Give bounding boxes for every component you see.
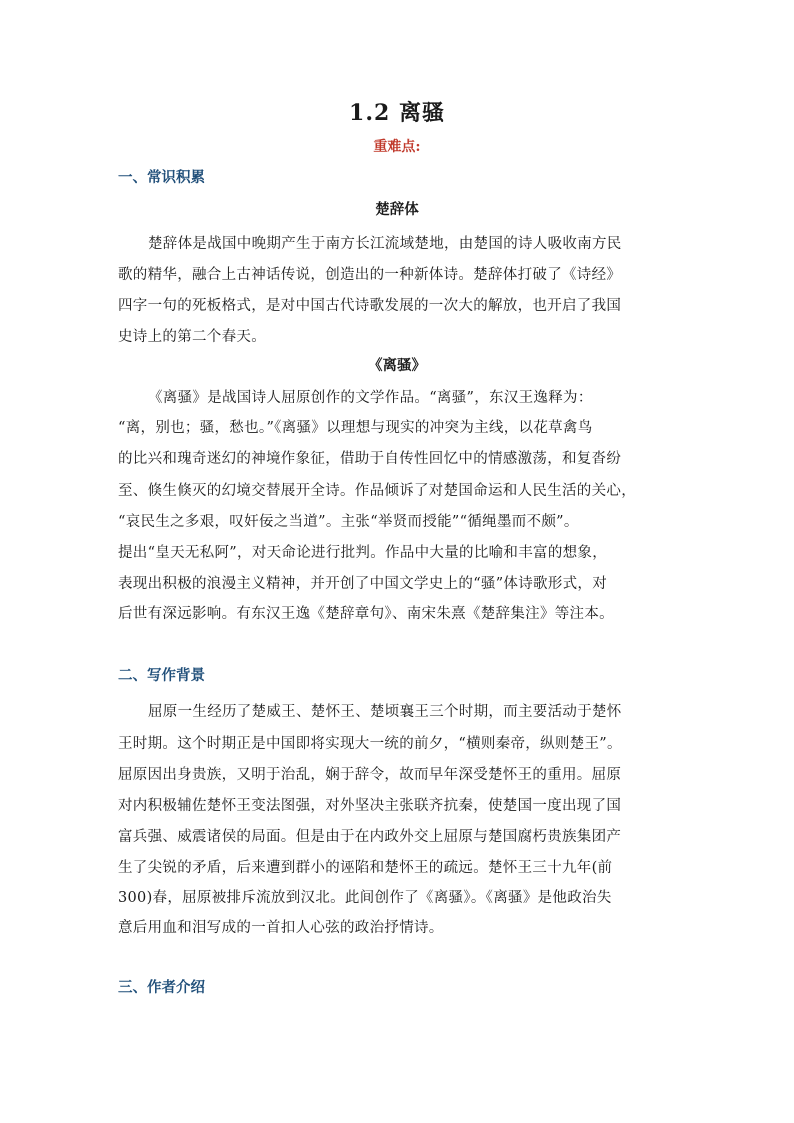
section-heading-1: 一、常识积累 <box>118 169 205 186</box>
paragraph-line: 史诗上的第二个春天。 <box>118 329 266 345</box>
paragraph-line: 至、倏生倏灭的幻境交替展开全诗。作品倾诉了对楚国命运和人民生活的关心， <box>118 483 636 499</box>
subheading-chuci: 楚辞体 <box>375 201 419 218</box>
focus-label: 重难点: <box>373 139 421 155</box>
paragraph-line: “哀民生之多艰，叹奸佞之当道”。主张“举贤而授能”“循绳墨而不颇”。 <box>118 514 579 530</box>
paragraph-line: 300)春，屈原被排斥流放到汉北。此间创作了《离骚》。《离骚》是他政治失 <box>118 890 612 906</box>
paragraph-line: 王时期。这个时期正是中国即将实现大一统的前夕，“横则秦帝，纵则楚王”。 <box>118 736 622 752</box>
paragraph-line: 屈原一生经历了楚威王、楚怀王、楚顷襄王三个时期，而主要活动于楚怀 <box>148 704 622 720</box>
page-title: 1.2 离骚 <box>349 100 445 126</box>
paragraph-line: 《离骚》是战国诗人屈原创作的文学作品。“离骚”，东汉王逸释为： <box>148 390 593 406</box>
paragraph-line: 楚辞体是战国中晚期产生于南方长江流域楚地，由楚国的诗人吸收南方民 <box>148 236 622 252</box>
paragraph-line: “离，别也；骚，愁也。”《离骚》以理想与现实的冲突为主线，以花草禽鸟 <box>118 420 593 436</box>
section-heading-3: 三、作者介绍 <box>118 979 205 996</box>
paragraph-line: 歌的精华，融合上古神话传说，创造出的一种新体诗。楚辞体打破了《诗经》 <box>118 267 622 283</box>
paragraph-line: 意后用血和泪写成的一首扣人心弦的政治抒情诗。 <box>118 920 444 936</box>
section-heading-2: 二、写作背景 <box>118 667 205 684</box>
paragraph-line: 对内积极辅佐楚怀王变法图强，对外坚决主张联齐抗秦，使楚国一度出现了国 <box>118 798 622 814</box>
paragraph-line: 提出“皇天无私阿”，对天命论进行批判。作品中大量的比喻和丰富的想象， <box>118 545 608 561</box>
paragraph-line: 的比兴和瑰奇迷幻的神境作象征，借助于自传性回忆中的情感激荡，和复沓纷 <box>118 451 622 467</box>
paragraph-line: 表现出积极的浪漫主义精神，并开创了中国文学史上的“骚”体诗歌形式，对 <box>118 576 608 592</box>
paragraph-line: 富兵强、威震诸侯的局面。但是由于在内政外交上屈原与楚国腐朽贵族集团产 <box>118 829 622 845</box>
paragraph-line: 后世有深远影响。有东汉王逸《楚辞章句》、南宋朱熹《楚辞集注》等注本。 <box>118 606 614 622</box>
paragraph-line: 生了尖锐的矛盾，后来遭到群小的诬陷和楚怀王的疏远。楚怀王三十九年(前 <box>118 860 613 876</box>
paragraph-line: 屈原因出身贵族，又明于治乱，娴于辞令，故而早年深受楚怀王的重用。屈原 <box>118 767 622 783</box>
subheading-lisao: 《离骚》 <box>368 357 426 374</box>
paragraph-line: 四字一句的死板格式，是对中国古代诗歌发展的一次大的解放，也开启了我国 <box>118 298 622 314</box>
